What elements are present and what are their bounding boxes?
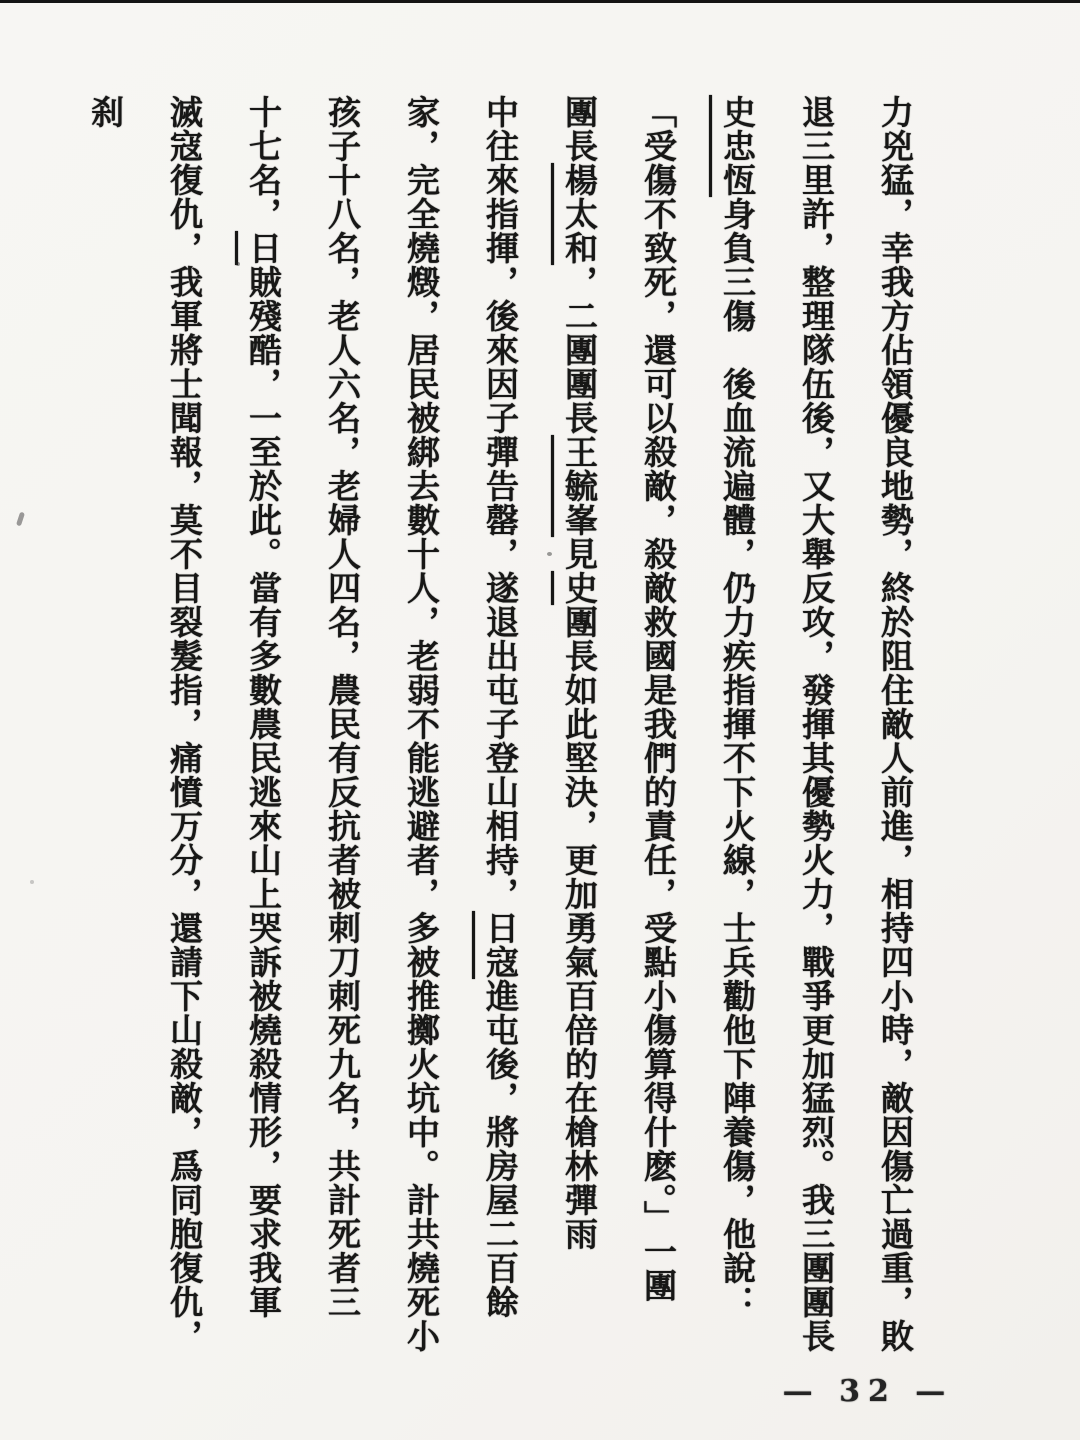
column-text: 團長 [560,95,599,163]
vertical-text-block [86,95,935,1365]
text-column-1 [856,95,935,1365]
column-text: 退三里許，整理隊伍後，又大舉反攻，發揮其優勢火力，戰爭更加猛烈。我三團團長 [797,95,836,1353]
proper-noun-text: 楊太和 [560,163,599,265]
text-column-5 [540,95,619,1365]
page-number: — 32 — [782,1374,954,1409]
text-column-8 [303,95,382,1365]
column-text: 「受傷不致死，還可以殺敵，殺敵救國是我們的責任，受點小傷算得什麽。」一團 [639,95,678,1303]
column-text: 力兇猛，幸我方佔領優良地勢，終於阻住敵人前進，相持四小時，敵因傷亡過重，敗 [876,95,915,1353]
text-column-9 [224,95,303,1365]
column-text: ，二團團長 [560,265,599,435]
column-text: 賊殘酷，一至於此。當有多數農民逃來山上哭訴被燒殺情形，要求我軍 [244,265,283,1319]
column-text: 滅寇復仇，我軍將士聞報，莫不目裂髮指，痛憤万分，還請下山殺敵，爲同胞復仇，刹 [86,95,204,1353]
text-column-10 [66,95,224,1365]
scan-speck [30,880,34,884]
scan-speck [547,552,552,556]
column-text: 十七名， [244,95,283,231]
column-text: 團長如此堅決，更加勇氣百倍的在槍林彈雨 [560,605,599,1251]
column-text: 家，完全燒燬，居民被綁去數十人，老弱不能逃避者，多被推擲火坑中。計共燒死小 [402,95,441,1353]
proper-noun-text: 史忠恆 [718,95,757,197]
text-column-2 [777,95,856,1365]
proper-noun-text: 日寇 [481,911,520,979]
text-column-3 [698,95,777,1365]
column-text: 見 [560,537,599,571]
scan-speck [236,262,240,266]
text-column-7 [382,95,461,1365]
column-text: 身負三傷 後血流遍體，仍力疾指揮不下火線，士兵勸他下陣養傷，他說： [718,197,757,1319]
proper-noun-text: 日 [244,231,283,265]
proper-noun-text: 王毓峯 [560,435,599,537]
text-column-4 [619,95,698,1365]
scan-edge-line [0,0,1080,3]
column-text: 孩子十八名，老人六名，老婦人四名，農民有反抗者被刺刀刺死九名，共計死者三 [323,95,362,1319]
scan-speck [16,512,25,527]
column-text: 中往來指揮，後來因子彈告罄，遂退出屯子登山相持， [481,95,520,911]
proper-noun-text: 史 [560,571,599,605]
column-text: 進屯後，將房屋二百餘 [481,979,520,1319]
text-column-6 [461,95,540,1365]
